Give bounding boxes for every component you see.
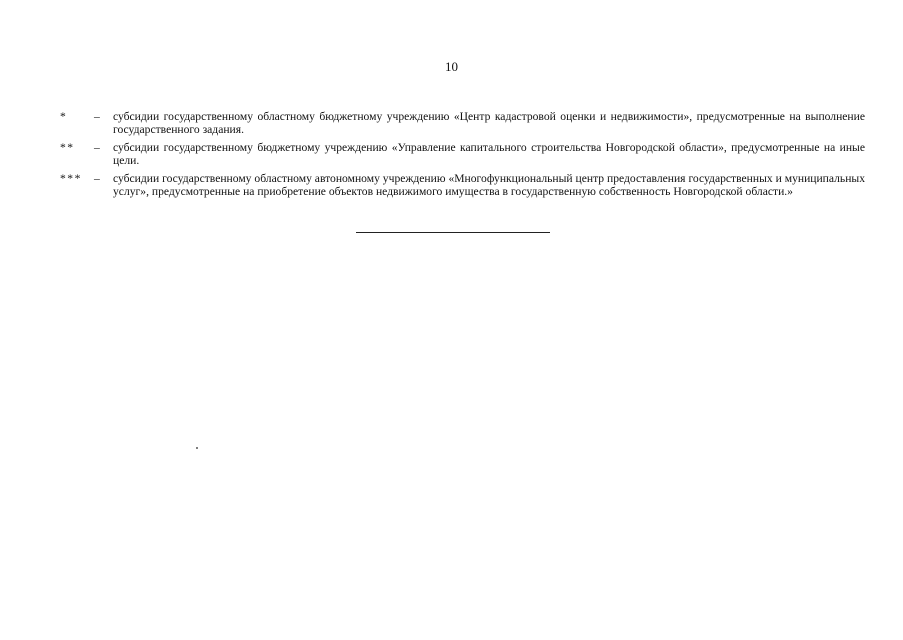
footnote-text: субсидии государственному областному бюджетному учреждению «Центр кадастровой оценки и недвижимости», предусмотренные на выполнение государственного задания. <box>113 110 865 136</box>
footnote-dash: – <box>94 141 100 154</box>
footnotes-list <box>60 111 865 204</box>
footnote-dash: – <box>94 110 100 123</box>
footnote-text: субсидии государственному областному автономному учреждению «Многофункциональный центр предоставления государственных и муниципальных услуг», предусмотренные на приобретение объектов недвижимого имущества в государственную собственность Новгородской области.» <box>113 172 865 198</box>
footnote-text: субсидии государственному бюджетному учреждению «Управление капитального строительства Новгородской области», предусмотренные на иные цели. <box>113 141 865 167</box>
page-number: 10 <box>445 59 458 74</box>
footnote-mark: *** <box>60 172 82 185</box>
footnote-mark: ** <box>60 141 75 154</box>
footnote-item <box>60 111 865 136</box>
footnote-mark: * <box>60 110 68 123</box>
scan-speck <box>196 447 198 449</box>
footnote-dash: – <box>94 172 100 185</box>
closing-rule <box>356 232 550 233</box>
footnote-item <box>60 173 865 198</box>
footnote-item <box>60 142 865 167</box>
